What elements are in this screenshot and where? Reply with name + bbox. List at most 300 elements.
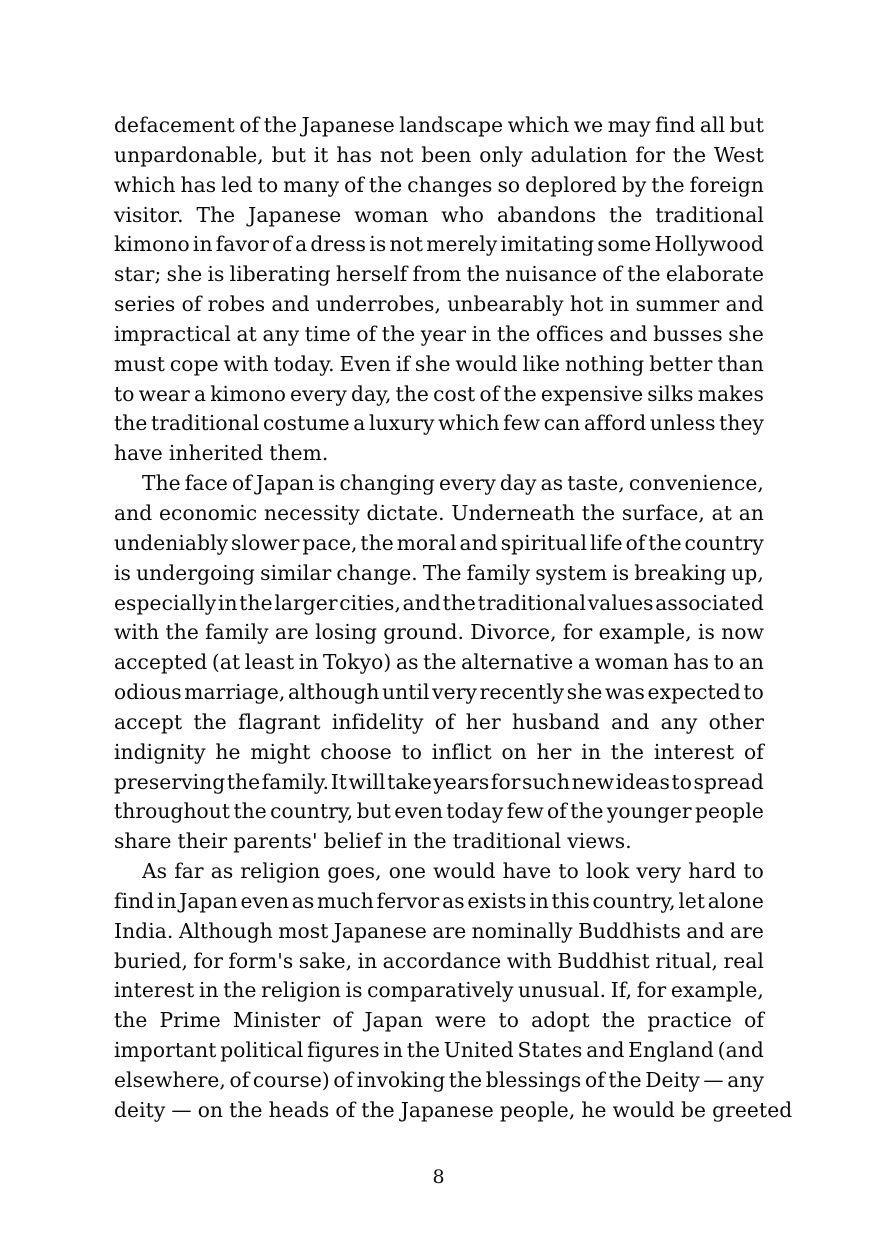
word: comparatively bbox=[367, 978, 514, 1003]
word: moral bbox=[396, 530, 457, 555]
word: the bbox=[651, 172, 685, 197]
word: an bbox=[738, 500, 764, 525]
word: in bbox=[192, 232, 213, 257]
word: which bbox=[438, 411, 500, 436]
word: has bbox=[336, 142, 373, 167]
word: life bbox=[589, 530, 623, 555]
word: at bbox=[711, 500, 732, 525]
word: throughout bbox=[114, 799, 231, 824]
word: the bbox=[466, 262, 500, 287]
word: the bbox=[413, 829, 447, 854]
word: day bbox=[499, 471, 537, 496]
word: buried, bbox=[114, 948, 189, 973]
word: in bbox=[298, 650, 319, 675]
word: spiritual bbox=[500, 530, 588, 555]
word: Japan bbox=[179, 888, 238, 913]
word: have bbox=[114, 441, 163, 466]
text-line bbox=[114, 290, 764, 320]
word: course) bbox=[252, 1068, 330, 1092]
text-line bbox=[114, 887, 764, 917]
text-line-content bbox=[114, 230, 764, 260]
text-line-content bbox=[114, 648, 764, 678]
word: for bbox=[193, 948, 223, 973]
text-line bbox=[114, 171, 764, 201]
word: underrobes, bbox=[315, 292, 441, 317]
word: elsewhere, bbox=[114, 1068, 226, 1092]
word: as bbox=[395, 650, 419, 675]
word: Buddhist bbox=[557, 948, 650, 973]
word: to bbox=[498, 1008, 519, 1033]
word: all bbox=[699, 113, 726, 137]
word: are bbox=[432, 918, 467, 943]
word: be bbox=[680, 1097, 707, 1122]
word: in bbox=[529, 888, 549, 913]
word: busses bbox=[653, 321, 723, 346]
word: of bbox=[744, 1008, 764, 1033]
word: her bbox=[536, 739, 572, 764]
word: greeted bbox=[712, 1097, 793, 1122]
text-line-content bbox=[114, 201, 764, 231]
word: interest bbox=[114, 978, 195, 1003]
word: been bbox=[421, 142, 472, 167]
word: only bbox=[479, 142, 523, 167]
word: in bbox=[198, 978, 219, 1003]
word: belief bbox=[323, 829, 382, 854]
word: the bbox=[239, 590, 273, 615]
word: who bbox=[441, 202, 485, 227]
word: indignity bbox=[114, 739, 206, 764]
text-line bbox=[114, 857, 764, 887]
text-line-content bbox=[114, 1096, 793, 1126]
word: deplored bbox=[525, 172, 617, 197]
word: if bbox=[395, 351, 411, 376]
word: political bbox=[220, 1038, 304, 1063]
word: Japanese bbox=[400, 1097, 494, 1122]
word: the bbox=[193, 709, 227, 734]
word: most bbox=[278, 918, 329, 943]
word: to bbox=[743, 680, 764, 705]
word: we bbox=[573, 113, 604, 137]
text-line-content bbox=[114, 1036, 764, 1066]
text-line-content bbox=[114, 380, 764, 410]
word: States bbox=[517, 1038, 583, 1063]
word: is bbox=[318, 471, 336, 496]
word: goes, bbox=[327, 859, 382, 884]
word: Japanese bbox=[333, 918, 427, 943]
word: to bbox=[743, 859, 764, 884]
word: few bbox=[503, 411, 541, 436]
text-line-content bbox=[114, 499, 764, 529]
word: Although bbox=[178, 918, 273, 943]
word: country bbox=[684, 530, 764, 555]
word: least bbox=[244, 650, 295, 675]
text-line-content bbox=[114, 976, 764, 1006]
word: of bbox=[239, 113, 260, 137]
word: robes bbox=[207, 292, 266, 317]
word: Buddhists bbox=[578, 918, 681, 943]
text-line bbox=[114, 230, 764, 260]
word: he bbox=[215, 739, 241, 764]
word: is bbox=[345, 978, 363, 1003]
word: the bbox=[368, 172, 403, 197]
word: dress bbox=[310, 232, 367, 257]
word: the bbox=[114, 411, 148, 436]
word: associated bbox=[655, 590, 764, 615]
word: as bbox=[540, 471, 564, 496]
page-number: 8 bbox=[432, 1166, 445, 1188]
word: in bbox=[581, 739, 601, 764]
word: It bbox=[330, 769, 347, 794]
word: in bbox=[357, 948, 378, 973]
word: deity bbox=[114, 1097, 166, 1122]
word: to bbox=[713, 650, 735, 675]
word: the bbox=[263, 113, 298, 137]
word: changes bbox=[407, 172, 493, 197]
word: necessity bbox=[264, 500, 360, 525]
word: undergoing bbox=[136, 560, 256, 585]
word: to bbox=[671, 769, 692, 794]
word: invoking bbox=[356, 1068, 446, 1092]
text-line-content bbox=[114, 1066, 764, 1096]
word: views. bbox=[567, 829, 632, 854]
text-line bbox=[114, 1096, 793, 1126]
text-line-content bbox=[114, 350, 764, 380]
word: Prime bbox=[159, 1008, 221, 1033]
word: convenience, bbox=[628, 471, 764, 496]
word: have bbox=[502, 859, 552, 884]
word: to bbox=[401, 739, 422, 764]
word: of bbox=[547, 799, 567, 824]
word: the bbox=[672, 142, 707, 167]
word: luxury bbox=[369, 411, 435, 436]
word: a bbox=[295, 232, 308, 257]
word: favor bbox=[215, 232, 269, 257]
text-line-content bbox=[114, 141, 764, 171]
word: and bbox=[609, 321, 648, 346]
word: As bbox=[142, 859, 168, 884]
word: although bbox=[287, 680, 380, 705]
word: the bbox=[361, 1097, 395, 1122]
word: West bbox=[713, 142, 764, 167]
word: the bbox=[601, 1008, 636, 1033]
word: face bbox=[184, 471, 228, 496]
word: preserving bbox=[114, 769, 226, 794]
word: recently bbox=[479, 680, 565, 705]
text-line bbox=[114, 1066, 764, 1096]
word: liberating bbox=[229, 262, 331, 287]
word: will bbox=[348, 769, 386, 794]
text-line bbox=[114, 409, 764, 439]
word: of bbox=[625, 530, 646, 555]
word: wear bbox=[138, 381, 190, 406]
word: of bbox=[332, 1008, 353, 1033]
word: undeniably bbox=[114, 530, 229, 555]
word: the bbox=[442, 590, 476, 615]
word: of bbox=[584, 1068, 605, 1092]
word: example, bbox=[670, 978, 764, 1003]
word: country, bbox=[270, 799, 354, 824]
word: other bbox=[708, 709, 764, 734]
word: breaking bbox=[634, 560, 727, 585]
word: inflict bbox=[431, 739, 492, 764]
word: a bbox=[193, 381, 207, 406]
word: costume bbox=[263, 411, 350, 436]
text-line bbox=[114, 797, 764, 827]
word: kimono bbox=[114, 232, 190, 257]
word: dictate. bbox=[366, 500, 445, 525]
text-line-content bbox=[114, 589, 764, 619]
word: the bbox=[114, 1008, 148, 1033]
text-line-content bbox=[114, 708, 764, 738]
word: traditional bbox=[655, 202, 764, 227]
word: are bbox=[730, 918, 764, 943]
text-line-content bbox=[114, 559, 764, 589]
text-line-content bbox=[114, 469, 764, 499]
word: far bbox=[174, 859, 204, 884]
word: as bbox=[210, 859, 234, 884]
word: it bbox=[313, 142, 329, 167]
word: as bbox=[291, 888, 315, 913]
word: any bbox=[727, 1068, 764, 1092]
word: led bbox=[221, 172, 253, 197]
word: parents' bbox=[233, 829, 318, 854]
word: the bbox=[570, 799, 604, 824]
word: was bbox=[604, 680, 645, 705]
word: but bbox=[729, 113, 764, 137]
word: — bbox=[703, 1068, 724, 1092]
word: new bbox=[571, 769, 615, 794]
word: year bbox=[420, 321, 467, 346]
word: the bbox=[381, 321, 416, 346]
text-line bbox=[114, 260, 764, 290]
text-line bbox=[114, 738, 764, 768]
word: odious bbox=[114, 680, 182, 705]
word: Japanese bbox=[248, 202, 342, 227]
word: Japan bbox=[364, 1008, 424, 1033]
word: look bbox=[585, 859, 630, 884]
word: of bbox=[229, 1068, 250, 1092]
word: expensive bbox=[540, 381, 644, 406]
word: star; bbox=[114, 262, 162, 287]
word: and bbox=[459, 530, 498, 555]
word: years bbox=[433, 769, 490, 794]
word: not bbox=[379, 142, 414, 167]
word: figures bbox=[307, 1038, 380, 1063]
word: ritual, bbox=[655, 948, 719, 973]
word: the bbox=[610, 739, 645, 764]
word: and bbox=[114, 500, 153, 525]
word: (at bbox=[211, 650, 241, 675]
text-line bbox=[114, 380, 764, 410]
word: choose bbox=[320, 739, 392, 764]
text-line bbox=[114, 499, 764, 529]
word: merely bbox=[426, 232, 498, 257]
word: foreign bbox=[689, 172, 764, 197]
word: in bbox=[156, 888, 177, 913]
word: the bbox=[648, 530, 682, 555]
text-line-content bbox=[114, 917, 764, 947]
word: the bbox=[609, 202, 643, 227]
word: is bbox=[697, 620, 715, 645]
text-line bbox=[114, 350, 764, 380]
word: religion bbox=[261, 978, 341, 1003]
word: example, bbox=[598, 620, 692, 645]
word: of bbox=[602, 262, 623, 287]
word: to bbox=[257, 172, 279, 197]
word: were bbox=[435, 1008, 487, 1033]
word: share bbox=[114, 829, 172, 854]
word: family. bbox=[261, 769, 330, 794]
word: of bbox=[272, 232, 292, 257]
word: she bbox=[566, 680, 603, 705]
text-line-content bbox=[114, 529, 764, 559]
word: a bbox=[577, 650, 591, 675]
word: blessings bbox=[485, 1068, 582, 1092]
word: the bbox=[581, 500, 616, 525]
word: of bbox=[181, 292, 202, 317]
text-line bbox=[114, 559, 764, 589]
word: and bbox=[271, 292, 310, 317]
word: spread bbox=[693, 769, 764, 794]
word: the bbox=[226, 769, 261, 794]
word: such bbox=[522, 769, 571, 794]
word: values bbox=[587, 590, 654, 615]
word: few bbox=[506, 799, 544, 824]
text-line bbox=[114, 439, 764, 469]
word: impractical bbox=[114, 321, 231, 346]
word: they bbox=[719, 411, 764, 436]
word: Deity bbox=[645, 1068, 700, 1092]
text-line-content bbox=[114, 111, 764, 141]
word: at bbox=[236, 321, 257, 346]
word: until bbox=[382, 680, 430, 705]
word: especially bbox=[114, 590, 217, 615]
word: and bbox=[586, 1038, 625, 1063]
word: adopt bbox=[531, 1008, 590, 1033]
text-line-content bbox=[114, 290, 764, 320]
text-line bbox=[114, 827, 764, 857]
word: silks bbox=[647, 381, 694, 406]
word: traditional bbox=[477, 590, 587, 615]
word: traditional bbox=[452, 829, 562, 854]
word: England bbox=[628, 1038, 714, 1063]
word: accept bbox=[114, 709, 183, 734]
word: nominally bbox=[471, 918, 573, 943]
word: slower bbox=[231, 530, 300, 555]
word: accordance bbox=[382, 948, 502, 973]
word: of bbox=[333, 1068, 354, 1092]
word: accepted bbox=[114, 650, 208, 675]
text-line-content bbox=[114, 947, 764, 977]
word: so bbox=[497, 172, 521, 197]
word: form's bbox=[228, 948, 294, 973]
word: but bbox=[271, 142, 306, 167]
word: as bbox=[442, 888, 465, 913]
word: kimono bbox=[210, 381, 286, 406]
word: important bbox=[114, 1038, 217, 1063]
word: people, bbox=[499, 1097, 576, 1122]
word: many bbox=[283, 172, 340, 197]
word: every bbox=[438, 471, 496, 496]
word: series bbox=[114, 292, 176, 317]
word: with bbox=[223, 351, 269, 376]
word: real bbox=[723, 948, 764, 973]
word: woman bbox=[354, 202, 429, 227]
text-line-content bbox=[114, 320, 764, 350]
word: take bbox=[387, 769, 432, 794]
text-line bbox=[114, 1036, 764, 1066]
word: any bbox=[262, 321, 300, 346]
word: hard bbox=[688, 859, 737, 884]
word: summer bbox=[635, 292, 720, 317]
word: surface, bbox=[621, 500, 705, 525]
word: with bbox=[114, 620, 160, 645]
text-line-content bbox=[114, 887, 764, 917]
word: of bbox=[434, 709, 455, 734]
word: the bbox=[229, 1097, 263, 1122]
word: (and bbox=[717, 1038, 764, 1063]
word: Divorce, bbox=[470, 620, 557, 645]
word: every bbox=[290, 381, 347, 406]
word: The bbox=[142, 471, 181, 496]
word: abandons bbox=[496, 202, 597, 227]
word: expected bbox=[647, 680, 741, 705]
word: flagrant bbox=[238, 709, 321, 734]
word: changing bbox=[339, 471, 435, 496]
word: the bbox=[608, 1068, 642, 1092]
word: a bbox=[353, 411, 366, 436]
word: change. bbox=[336, 560, 418, 585]
word: would bbox=[455, 351, 518, 376]
text-line-content bbox=[114, 738, 764, 768]
word: find bbox=[114, 888, 155, 913]
word: similar bbox=[260, 560, 332, 585]
word: some bbox=[597, 232, 652, 257]
word: she bbox=[166, 262, 203, 287]
word: unpardonable, bbox=[114, 142, 264, 167]
word: system bbox=[535, 560, 608, 585]
word: can bbox=[543, 411, 581, 436]
word: time bbox=[304, 321, 351, 346]
word: of bbox=[479, 381, 500, 406]
word: the bbox=[496, 321, 531, 346]
text-line bbox=[114, 976, 764, 1006]
text-line-content bbox=[114, 439, 764, 469]
word: imitating bbox=[500, 232, 595, 257]
word: today. bbox=[273, 351, 335, 376]
text-line-content bbox=[114, 768, 764, 798]
word: Underneath bbox=[451, 500, 576, 525]
word: she bbox=[728, 321, 764, 346]
text-line-content bbox=[114, 260, 764, 290]
text-line-content bbox=[114, 618, 764, 648]
word: the bbox=[223, 978, 257, 1003]
word: Tokyo) bbox=[323, 650, 392, 675]
word: Hollywood bbox=[654, 232, 764, 257]
word: on bbox=[197, 1097, 224, 1122]
word: to bbox=[114, 381, 135, 406]
word: may bbox=[607, 113, 651, 137]
word: even bbox=[240, 888, 290, 913]
word: country, bbox=[592, 888, 676, 913]
word: Japan bbox=[255, 471, 315, 496]
word: in bbox=[387, 829, 408, 854]
word: India. bbox=[114, 918, 174, 943]
word: practice bbox=[647, 1008, 732, 1033]
word: heads bbox=[268, 1097, 330, 1122]
word: marriage, bbox=[184, 680, 286, 705]
word: The bbox=[422, 560, 462, 585]
